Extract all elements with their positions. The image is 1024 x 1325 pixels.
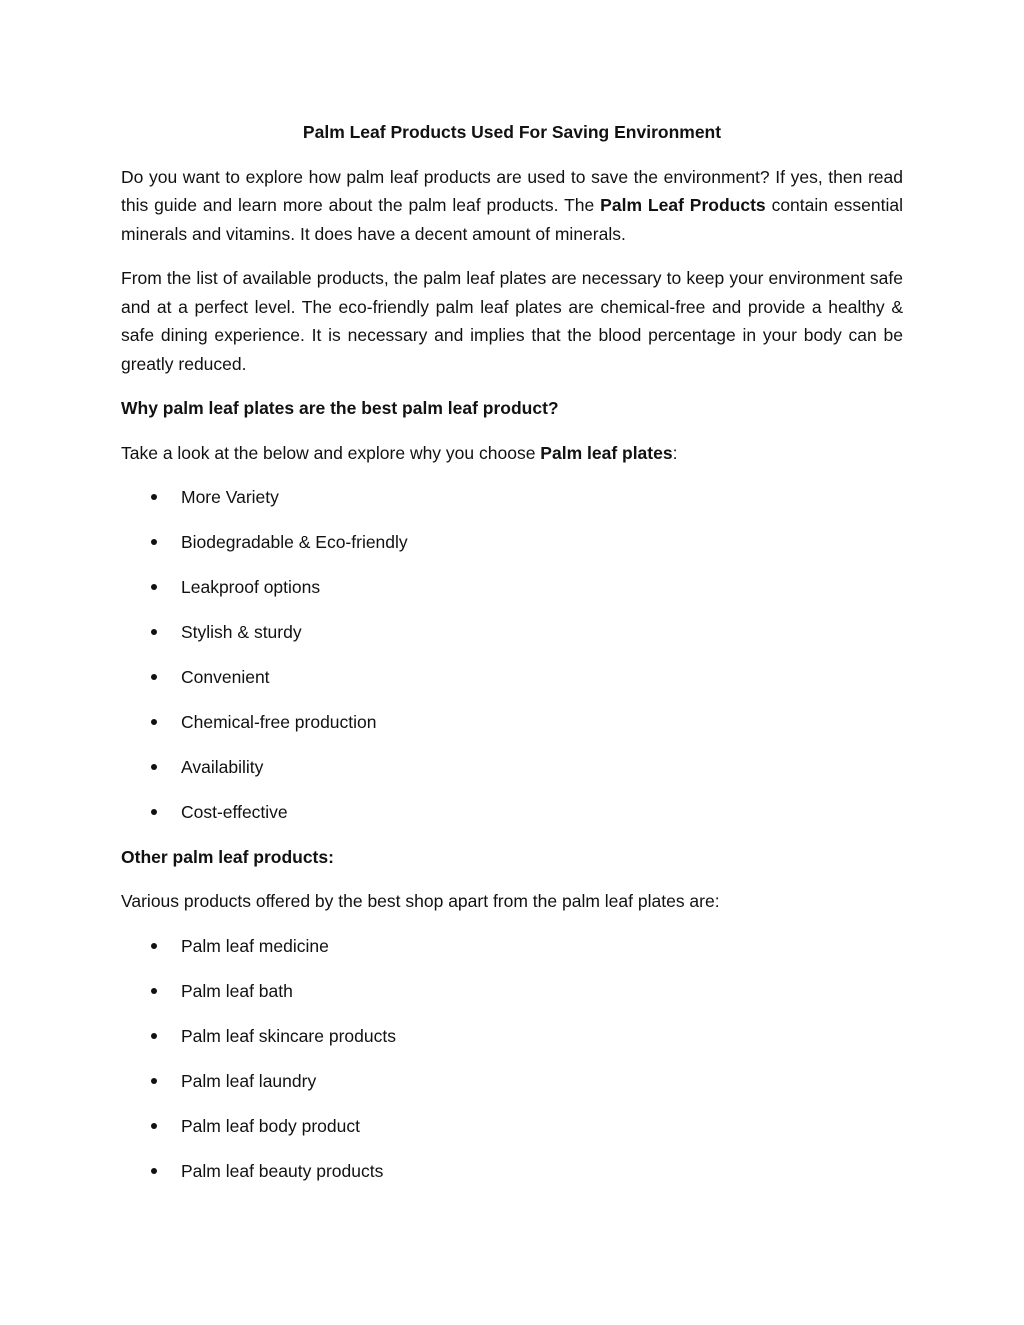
bullet-icon <box>151 1078 157 1084</box>
list-item <box>121 528 903 557</box>
document-page <box>121 118 903 1201</box>
list-item <box>121 1022 903 1051</box>
list-item <box>121 1157 903 1186</box>
list-item-label: Convenient <box>181 667 270 687</box>
bullet-icon <box>151 943 157 949</box>
list-item <box>121 977 903 1006</box>
lead-text-after: : <box>672 442 678 463</box>
document-title: Palm Leaf Products Used For Saving Environment <box>302 122 722 142</box>
list-item-label: Palm leaf laundry <box>181 1070 317 1091</box>
list-item <box>121 1112 903 1141</box>
bullet-icon <box>151 988 157 994</box>
bullet-icon <box>151 1168 157 1174</box>
list-item <box>121 708 903 737</box>
list-item <box>121 932 903 961</box>
bullet-icon <box>151 494 157 500</box>
section-lead-why <box>121 439 903 468</box>
list-item <box>121 798 903 827</box>
list-item-label: Leakproof options <box>181 577 321 597</box>
benefits-list <box>121 483 903 827</box>
bullet-icon <box>151 764 157 770</box>
list-item-label: Palm leaf skincare products <box>181 1025 396 1046</box>
list-item <box>121 1067 903 1096</box>
bullet-icon <box>151 584 157 590</box>
list-item-label: Cost-effective <box>181 802 288 822</box>
list-item-label: Biodegradable & Eco-friendly <box>181 532 408 552</box>
list-item <box>121 663 903 692</box>
section-lead-other: Various products offered by the best shop apart from the palm leaf plates are: <box>121 891 720 911</box>
intro-paragraph <box>121 163 903 249</box>
list-item-label: Chemical-free production <box>181 712 377 732</box>
list-item <box>121 483 903 512</box>
intro-text-after: contain essential minerals and vitamins. It does have a decent amount of minerals. <box>121 195 903 244</box>
bullet-icon <box>151 539 157 545</box>
bullet-icon <box>151 809 157 815</box>
bullet-icon <box>151 674 157 680</box>
bullet-icon <box>151 1123 157 1129</box>
other-products-list <box>121 932 903 1186</box>
list-item-label: Stylish & sturdy <box>181 622 302 642</box>
bullet-icon <box>151 719 157 725</box>
list-item-label: Palm leaf medicine <box>181 935 329 956</box>
list-item-label: Palm leaf bath <box>181 980 293 1001</box>
section-heading-why: Why palm leaf plates are the best palm leaf product? <box>121 398 559 418</box>
list-item-label: Palm leaf beauty products <box>181 1160 384 1181</box>
list-item-label: Availability <box>181 757 264 777</box>
section-heading-other: Other palm leaf products: <box>121 846 334 867</box>
lead-bold-term: Palm leaf plates <box>540 442 673 463</box>
intro-bold-term: Palm Leaf Products <box>600 195 766 215</box>
list-item <box>121 618 903 647</box>
intro-text-before: Do you want to explore how palm leaf products are used to save the environment? If yes, then read this guide and learn more about the palm leaf products. The <box>121 166 903 215</box>
environment-paragraph: From the list of available products, the palm leaf plates are necessary to keep your environment safe and at a perfect level. The eco-friendly palm leaf plates are chemical-free and provide a healthy & safe dining experience. It is necessary and implies that the blood percentage in your body can be greatly reduced. <box>121 268 903 374</box>
list-item-label: More Variety <box>181 487 279 507</box>
bullet-icon <box>151 1033 157 1039</box>
list-item <box>121 573 903 602</box>
lead-text-before: Take a look at the below and explore why you choose <box>121 442 541 463</box>
list-item-label: Palm leaf body product <box>181 1115 360 1136</box>
list-item <box>121 753 903 782</box>
bullet-icon <box>151 629 157 635</box>
